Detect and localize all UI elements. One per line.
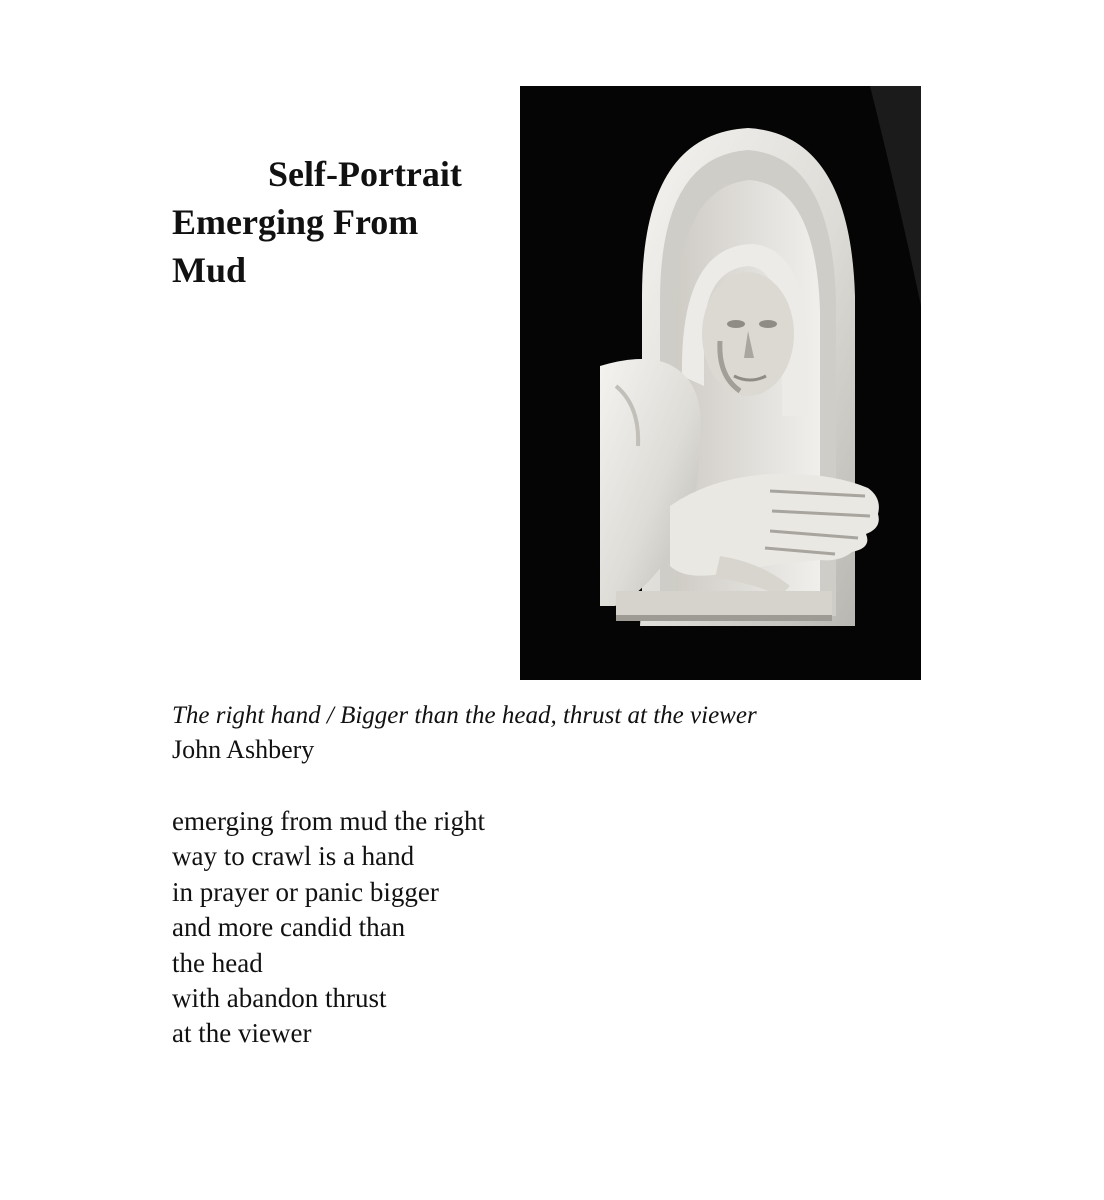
plaster-relief-self-portrait-icon <box>520 86 921 680</box>
title-line: Emerging From <box>172 202 419 243</box>
epigraph-author: John Ashbery <box>172 735 315 764</box>
artwork-image <box>520 86 921 680</box>
title-line: Self-Portrait <box>268 154 462 195</box>
poem-line: way to crawl is a hand <box>172 841 415 872</box>
poem-line: in prayer or panic bigger <box>172 876 439 907</box>
poem-title <box>172 150 512 294</box>
epigraph-quote: The right hand / Bigger than the head, thrust at the viewer <box>172 702 757 729</box>
poem-line: and more candid than <box>172 912 406 943</box>
poem-line: at the viewer <box>172 1018 312 1049</box>
poem-line: with abandon thrust <box>172 983 387 1014</box>
poem-line: the head <box>172 947 263 978</box>
poem-line: emerging from mud the right <box>172 806 485 836</box>
title-line: Mud <box>172 250 247 291</box>
poem-body <box>172 804 485 1052</box>
